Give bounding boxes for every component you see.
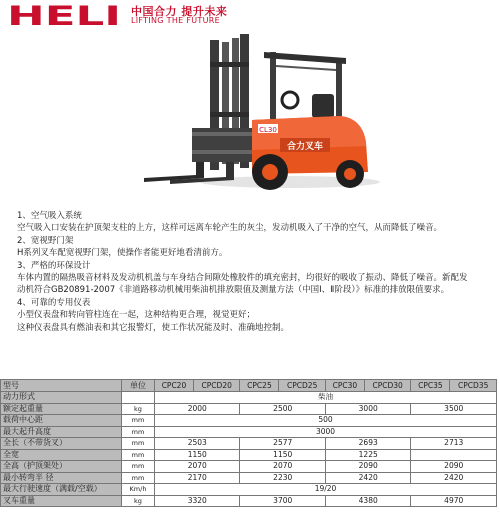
page-header	[0, 0, 500, 30]
row-value: 2090	[411, 461, 497, 473]
forklift-photo	[140, 32, 380, 192]
row-value: 4380	[325, 495, 410, 507]
model-col: CPCD35	[450, 380, 497, 392]
logo-text: HELI	[7, 1, 121, 29]
feature-2-title: 2、宽视野门架	[17, 235, 74, 246]
row-unit: kg	[122, 495, 155, 507]
row-unit: kg	[122, 403, 155, 415]
feature-1-text: 空气吸入口安装在护顶架支柱的上方，这样可远离车轮产生的灰尘，发动机吸入了干净的空气，从而降低了噪音。	[17, 223, 443, 234]
model-col: CPCD25	[279, 380, 326, 392]
spec-header-label: 型号	[1, 380, 122, 392]
cab-sign: 合力叉车	[286, 142, 324, 152]
row-value: 500	[155, 415, 497, 427]
row-value: 1225	[325, 449, 410, 461]
model-col: CPC30	[325, 380, 364, 392]
row-unit: mm	[122, 426, 155, 438]
heli-logo	[5, 1, 125, 29]
feature-4-text-line-2: 这种仪表盘具有燃油表和其它报警灯，使工作状况能及时、准确地控制。	[17, 322, 290, 333]
feature-3-title: 3、严格的环保设计	[17, 260, 91, 271]
spec-table	[0, 379, 497, 507]
row-unit: mm	[122, 415, 155, 427]
row-value: 1150	[240, 449, 325, 461]
row-label: 全长（不带货叉）	[1, 438, 122, 450]
model-col: CPC35	[411, 380, 450, 392]
row-unit: mm	[122, 438, 155, 450]
spec-header-unit: 单位	[122, 380, 155, 392]
table-row	[1, 449, 497, 461]
row-value: 2070	[155, 461, 240, 473]
table-row	[1, 472, 497, 484]
table-row	[1, 426, 497, 438]
brand-slogan-en: LIFTING THE FUTURE	[131, 16, 220, 25]
row-unit: mm	[122, 472, 155, 484]
row-value: 1150	[155, 449, 240, 461]
row-value: 3000	[325, 403, 410, 415]
row-value: 3000	[155, 426, 497, 438]
table-row	[1, 495, 497, 507]
row-value: 3700	[240, 495, 325, 507]
feature-4-text-line-1: 小型仪表盘和转向管柱连在一起，这种结构更合理，视觉更好；	[17, 310, 256, 321]
feature-3-text-line-1: 车体内置的隔热吸音材料及发动机机盖与车身结合间隙处橡胶件的填充密封，均很好的吸收了振动、降低了噪音。新配发	[17, 273, 468, 284]
row-label: 叉车重量	[1, 495, 122, 507]
row-unit	[122, 392, 155, 404]
row-value: 2070	[240, 461, 325, 473]
table-row	[1, 438, 497, 450]
table-row	[1, 392, 497, 404]
row-label: 最小转弯半 径	[1, 472, 122, 484]
row-label: 最大起升高度	[1, 426, 122, 438]
row-unit: Km/h	[122, 484, 155, 496]
row-value: 2090	[325, 461, 410, 473]
feature-3-text-line-2: 动机符合GB20891-2007《非道路移动机械用柴油机排放限值及测量方法（中国Ⅰ、Ⅱ阶段）》标准的排放限值要求。	[17, 285, 450, 296]
table-row	[1, 403, 497, 415]
spec-header-row	[1, 380, 497, 392]
row-label: 全宽	[1, 449, 122, 461]
row-value: 2420	[411, 472, 497, 484]
row-value	[411, 449, 497, 461]
row-unit: mm	[122, 461, 155, 473]
row-value: 2500	[240, 403, 325, 415]
row-unit: mm	[122, 449, 155, 461]
row-value: 2713	[411, 438, 497, 450]
row-value: 2000	[155, 403, 240, 415]
row-label: 载荷中心距	[1, 415, 122, 427]
row-value: 3320	[155, 495, 240, 507]
row-value: 2503	[155, 438, 240, 450]
feature-2-text: H系列叉车配宽视野门架，使操作者能更好地看清前方。	[17, 248, 228, 259]
row-value: 柴油	[155, 392, 497, 404]
table-row	[1, 461, 497, 473]
row-value: 2420	[325, 472, 410, 484]
row-value: 2693	[325, 438, 410, 450]
row-label: 全高（护顶架处）	[1, 461, 122, 473]
row-value: 19/20	[155, 484, 497, 496]
model-col: CPCD30	[364, 380, 411, 392]
feature-1-title: 1、空气吸入系统	[17, 211, 82, 221]
table-row	[1, 415, 497, 427]
model-col: CPC20	[155, 380, 194, 392]
row-label: 动力形式	[1, 392, 122, 404]
row-label: 额定起重量	[1, 403, 122, 415]
model-badge: CL30	[259, 126, 277, 134]
row-value: 4970	[411, 495, 497, 507]
row-value: 2230	[240, 472, 325, 484]
feature-list	[17, 210, 492, 334]
row-value: 2577	[240, 438, 325, 450]
feature-4-title: 4、可靠的专用仪表	[17, 297, 91, 308]
table-row	[1, 484, 497, 496]
row-value: 2170	[155, 472, 240, 484]
model-col: CPCD20	[193, 380, 240, 392]
row-label: 最大行驶速度（满载/空载）	[1, 484, 122, 496]
row-value: 3500	[411, 403, 497, 415]
model-col: CPC25	[240, 380, 279, 392]
brand-slogan-cn: 中国合力 提升未来	[131, 5, 228, 18]
